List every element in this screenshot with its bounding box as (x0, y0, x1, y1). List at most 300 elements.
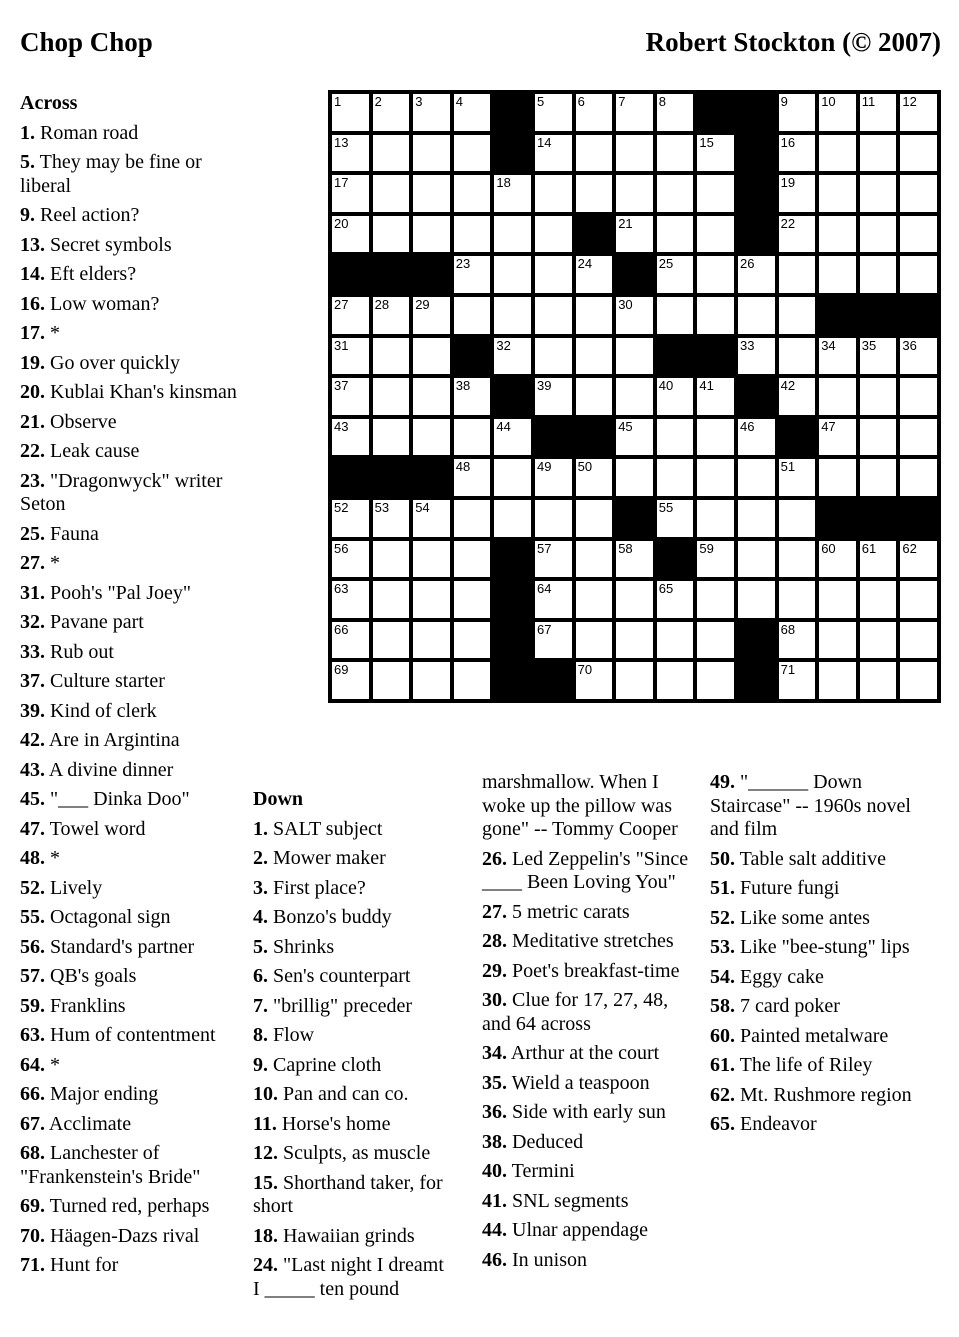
grid-cell[interactable] (779, 378, 816, 415)
clue (20, 411, 248, 435)
clue (482, 1072, 692, 1096)
grid-cell[interactable] (454, 581, 491, 618)
grid-cell[interactable] (535, 378, 572, 415)
grid-cell[interactable] (900, 622, 937, 659)
grid-cell[interactable] (819, 216, 856, 253)
clue-text: Like some antes (740, 906, 870, 929)
clue-number: 45. (20, 788, 45, 810)
grid-cell[interactable] (494, 216, 531, 253)
cell-number: 43 (334, 418, 349, 434)
clue-text: Hunt for (50, 1254, 119, 1276)
grid-cell[interactable] (616, 338, 653, 375)
cell-number: 24 (577, 256, 593, 272)
grid-cell[interactable] (900, 175, 937, 212)
grid-cell[interactable] (494, 297, 531, 334)
clue-text: Eft elders? (50, 263, 137, 285)
cell-number: 62 (902, 540, 917, 556)
cell-number: 13 (334, 134, 349, 150)
clue (710, 877, 943, 901)
grid-cell[interactable] (738, 297, 775, 334)
grid-cell[interactable] (332, 622, 369, 659)
grid-cell[interactable] (779, 541, 816, 578)
clue-number: 22. (20, 440, 45, 462)
grid-cell[interactable] (657, 378, 694, 415)
grid-cell[interactable] (819, 459, 856, 496)
cell-number: 25 (658, 256, 674, 272)
grid-cell[interactable] (494, 175, 531, 212)
grid-cell[interactable] (697, 500, 734, 537)
clue-text: "Dragonwyck" writer Seton (20, 469, 223, 515)
clue-number: 5. (20, 151, 35, 173)
clue-text: * (50, 1053, 60, 1076)
clue-number: 10. (253, 1083, 278, 1105)
grid-cell[interactable] (900, 419, 937, 456)
grid-cell[interactable] (697, 216, 734, 253)
grid-cell[interactable] (616, 297, 653, 334)
clue (20, 1054, 248, 1078)
grid-cell[interactable] (738, 256, 775, 293)
cell-number: 50 (577, 459, 593, 475)
cell-number: 37 (334, 378, 349, 394)
grid-cell[interactable] (819, 175, 856, 212)
grid-cell[interactable] (332, 216, 369, 253)
black-cell (738, 662, 775, 699)
down-clues-column-1 (253, 788, 454, 1307)
grid-cell[interactable] (860, 419, 897, 456)
clue (253, 1083, 454, 1107)
grid-cell[interactable] (332, 135, 369, 172)
grid-cell[interactable] (738, 419, 775, 456)
grid-cell[interactable] (616, 662, 653, 699)
clue-number: 50. (710, 847, 735, 870)
grid-cell[interactable] (900, 135, 937, 172)
grid-cell[interactable] (373, 419, 410, 456)
cell-number: 19 (780, 175, 796, 191)
grid-cell[interactable] (373, 175, 410, 212)
clue-number: 56. (20, 935, 45, 958)
clue (20, 1024, 248, 1048)
grid-cell[interactable] (535, 338, 572, 375)
grid-cell[interactable] (454, 256, 491, 293)
cell-number: 32 (496, 337, 511, 353)
grid-cell[interactable] (819, 94, 856, 131)
clue-text: Acclimate (48, 1112, 132, 1135)
grid-cell[interactable] (332, 175, 369, 212)
grid-cell[interactable] (860, 338, 897, 375)
clue (20, 1142, 248, 1189)
grid-cell[interactable] (900, 256, 937, 293)
cell-number: 8 (658, 94, 667, 109)
grid-cell[interactable] (738, 500, 775, 537)
clue (482, 1131, 692, 1155)
grid-cell[interactable] (373, 94, 410, 131)
grid-cell[interactable] (616, 378, 653, 415)
grid-cell[interactable] (413, 135, 450, 172)
black-cell (900, 500, 937, 537)
grid-cell[interactable] (535, 622, 572, 659)
grid-cell[interactable] (576, 541, 613, 578)
grid-cell[interactable] (860, 256, 897, 293)
grid-cell[interactable] (576, 622, 613, 659)
grid-cell[interactable] (697, 581, 734, 618)
clue-text: Mt. Rushmore region (740, 1083, 912, 1106)
clue-text: First place? (273, 876, 366, 899)
grid-cell[interactable] (779, 662, 816, 699)
clue-text: Franklins (50, 994, 126, 1017)
grid-cell[interactable] (900, 378, 937, 415)
grid-cell[interactable] (535, 541, 572, 578)
grid-cell[interactable] (454, 135, 491, 172)
grid-cell[interactable] (576, 581, 613, 618)
grid-cell[interactable] (454, 297, 491, 334)
grid-cell[interactable] (373, 135, 410, 172)
clue-text: Pan and can co. (283, 1083, 409, 1105)
grid-cell[interactable] (535, 256, 572, 293)
grid-cell[interactable] (616, 581, 653, 618)
grid-cell[interactable] (657, 256, 694, 293)
clue-number: 2. (253, 847, 268, 869)
grid-cell[interactable] (494, 459, 531, 496)
cell-number: 33 (739, 337, 755, 353)
grid-cell[interactable] (657, 662, 694, 699)
grid-cell[interactable] (576, 297, 613, 334)
clue-list-heading: Down (253, 788, 304, 810)
grid-cell[interactable] (657, 459, 694, 496)
grid-cell[interactable] (819, 338, 856, 375)
clue (20, 552, 248, 576)
grid-cell[interactable] (779, 175, 816, 212)
grid-cell[interactable] (373, 581, 410, 618)
grid-cell[interactable] (413, 338, 450, 375)
grid-cell[interactable] (576, 94, 613, 131)
black-cell (616, 256, 653, 293)
grid-cell[interactable] (900, 338, 937, 375)
grid-cell[interactable] (413, 581, 450, 618)
grid-cell[interactable] (697, 622, 734, 659)
clue (20, 122, 248, 146)
grid-cell[interactable] (779, 216, 816, 253)
grid-cell[interactable] (779, 500, 816, 537)
black-cell (494, 378, 531, 415)
grid-cell[interactable] (373, 622, 410, 659)
grid-cell[interactable] (657, 216, 694, 253)
grid-cell[interactable] (373, 500, 410, 537)
grid-cell[interactable] (576, 378, 613, 415)
clue-number: 54. (710, 965, 735, 988)
clue-text: Eggy cake (740, 965, 824, 988)
grid-cell[interactable] (697, 662, 734, 699)
clue-number: 36. (482, 1101, 507, 1123)
clue-number: 20. (20, 381, 45, 403)
grid-cell[interactable] (454, 541, 491, 578)
grid-cell[interactable] (697, 297, 734, 334)
clue-text: Major ending (50, 1083, 159, 1105)
grid-cell[interactable] (332, 500, 369, 537)
grid-cell[interactable] (576, 175, 613, 212)
grid-cell[interactable] (413, 662, 450, 699)
cell-number: 42 (780, 378, 796, 394)
grid-cell[interactable] (860, 662, 897, 699)
clue-text: Flow (273, 1024, 315, 1046)
grid-cell[interactable] (779, 459, 816, 496)
clue (710, 936, 943, 960)
grid-cell[interactable] (413, 500, 450, 537)
clue-text: Future fungi (740, 877, 840, 899)
cell-number: 40 (658, 378, 674, 394)
grid-cell[interactable] (779, 622, 816, 659)
grid-cell[interactable] (535, 216, 572, 253)
clue-text: * (50, 847, 60, 869)
cell-number: 5 (536, 94, 545, 109)
clue-number: 40. (482, 1160, 507, 1182)
grid-cell[interactable] (900, 581, 937, 618)
grid-cell[interactable] (494, 256, 531, 293)
grid-cell[interactable] (697, 256, 734, 293)
grid-cell[interactable] (454, 622, 491, 659)
grid-cell[interactable] (332, 338, 369, 375)
grid-cell[interactable] (576, 338, 613, 375)
grid-cell[interactable] (535, 94, 572, 131)
grid-cell[interactable] (373, 378, 410, 415)
grid-cell[interactable] (860, 459, 897, 496)
grid-cell[interactable] (819, 622, 856, 659)
clue-text: Table salt additive (739, 847, 886, 870)
black-cell (738, 378, 775, 415)
clue-text: * (50, 322, 60, 344)
cell-number: 26 (739, 256, 755, 272)
grid-cell[interactable] (454, 419, 491, 456)
clue-number: 16. (20, 292, 45, 315)
clue-text: The life of Riley (739, 1054, 873, 1076)
cell-number: 49 (536, 459, 552, 475)
grid-cell[interactable] (332, 419, 369, 456)
cell-number: 3 (415, 94, 423, 109)
grid-cell[interactable] (576, 459, 613, 496)
grid-cell[interactable] (697, 175, 734, 212)
grid-cell[interactable] (657, 581, 694, 618)
clue-text: Painted metalware (740, 1024, 889, 1047)
grid-cell[interactable] (779, 297, 816, 334)
clue-number: 60. (710, 1024, 735, 1047)
grid-cell[interactable] (738, 581, 775, 618)
grid-cell[interactable] (494, 419, 531, 456)
grid-cell[interactable] (738, 541, 775, 578)
grid-cell[interactable] (860, 94, 897, 131)
black-cell (576, 216, 613, 253)
clue-text: Sculpts, as muscle (283, 1142, 431, 1164)
grid-cell[interactable] (779, 581, 816, 618)
grid-cell[interactable] (616, 541, 653, 578)
clue-text: Wield a teaspoon (511, 1071, 650, 1094)
grid-cell[interactable] (819, 662, 856, 699)
grid-cell[interactable] (494, 500, 531, 537)
grid-cell[interactable] (535, 297, 572, 334)
grid-cell[interactable] (413, 297, 450, 334)
grid-cell[interactable] (332, 378, 369, 415)
clue-number: 48. (20, 847, 45, 869)
cell-number: 52 (334, 499, 349, 515)
clue-number: 7. (253, 994, 268, 1017)
grid-cell[interactable] (535, 175, 572, 212)
grid-cell[interactable] (738, 459, 775, 496)
grid-cell[interactable] (779, 135, 816, 172)
cell-number: 71 (780, 662, 796, 678)
black-cell (332, 459, 369, 496)
clue-number: 61. (710, 1054, 735, 1076)
clue (253, 995, 454, 1019)
grid-cell[interactable] (657, 622, 694, 659)
clue (253, 1142, 454, 1166)
grid-cell[interactable] (332, 94, 369, 131)
grid-cell[interactable] (494, 338, 531, 375)
grid-cell[interactable] (657, 175, 694, 212)
grid-cell[interactable] (616, 419, 653, 456)
cell-number: 38 (455, 378, 471, 394)
grid-cell[interactable] (576, 662, 613, 699)
grid-cell[interactable] (576, 256, 613, 293)
grid-cell[interactable] (860, 378, 897, 415)
cell-number: 58 (618, 540, 633, 556)
black-cell (413, 459, 450, 496)
cell-number: 61 (861, 540, 877, 556)
grid-cell[interactable] (657, 419, 694, 456)
grid-cell[interactable] (454, 175, 491, 212)
grid-cell[interactable] (413, 216, 450, 253)
cell-number: 45 (618, 418, 633, 434)
grid-cell[interactable] (819, 256, 856, 293)
cell-number: 30 (618, 296, 633, 312)
grid-cell[interactable] (616, 94, 653, 131)
clue (253, 1113, 454, 1137)
clue (20, 352, 248, 376)
grid-cell[interactable] (454, 459, 491, 496)
clue (482, 989, 692, 1036)
grid-cell[interactable] (657, 94, 694, 131)
cell-number: 36 (902, 337, 917, 353)
grid-cell[interactable] (373, 216, 410, 253)
grid-cell[interactable] (332, 541, 369, 578)
grid-cell[interactable] (576, 500, 613, 537)
grid-cell[interactable] (779, 256, 816, 293)
grid-cell[interactable] (819, 419, 856, 456)
grid-cell[interactable] (535, 135, 572, 172)
grid-cell[interactable] (697, 135, 734, 172)
grid-cell[interactable] (657, 297, 694, 334)
cell-number: 12 (902, 94, 917, 109)
grid-cell[interactable] (657, 500, 694, 537)
grid-cell[interactable] (413, 541, 450, 578)
grid-cell[interactable] (697, 459, 734, 496)
grid-cell[interactable] (860, 622, 897, 659)
grid-cell[interactable] (900, 662, 937, 699)
clue (20, 151, 248, 198)
grid-cell[interactable] (373, 541, 410, 578)
clue-text: Hawaiian grinds (283, 1224, 415, 1247)
clue-number: 15. (253, 1171, 278, 1194)
clue (20, 470, 248, 517)
grid-cell[interactable] (454, 500, 491, 537)
grid-cell[interactable] (860, 135, 897, 172)
clue-number: 25. (20, 522, 45, 545)
grid-cell[interactable] (535, 459, 572, 496)
black-cell (860, 297, 897, 334)
grid-cell[interactable] (860, 175, 897, 212)
grid-cell[interactable] (697, 419, 734, 456)
grid-cell[interactable] (819, 378, 856, 415)
grid-cell[interactable] (373, 662, 410, 699)
clue-text: Mower maker (273, 847, 386, 869)
grid-cell[interactable] (697, 541, 734, 578)
clue-number: 11. (253, 1112, 277, 1135)
clue-number: 13. (20, 233, 45, 256)
grid-cell[interactable] (332, 297, 369, 334)
grid-cell[interactable] (616, 135, 653, 172)
cell-number: 20 (334, 215, 349, 231)
grid-cell[interactable] (373, 338, 410, 375)
grid-cell[interactable] (413, 419, 450, 456)
grid-cell[interactable] (576, 135, 613, 172)
grid-cell[interactable] (454, 216, 491, 253)
grid-cell[interactable] (413, 622, 450, 659)
grid-cell[interactable] (535, 500, 572, 537)
grid-cell[interactable] (738, 338, 775, 375)
grid-cell[interactable] (413, 378, 450, 415)
grid-cell[interactable] (413, 175, 450, 212)
grid-cell[interactable] (373, 297, 410, 334)
clue (482, 1219, 692, 1243)
grid-cell[interactable] (819, 135, 856, 172)
clue-text: SNL segments (512, 1189, 629, 1212)
grid-cell[interactable] (454, 94, 491, 131)
grid-cell[interactable] (860, 216, 897, 253)
clue-text: Shrinks (273, 935, 335, 958)
clue-number: 31. (20, 581, 45, 604)
clue-number: 18. (253, 1224, 278, 1247)
grid-cell[interactable] (819, 541, 856, 578)
clue-number: 34. (482, 1042, 507, 1064)
grid-cell[interactable] (616, 622, 653, 659)
grid-cell[interactable] (819, 581, 856, 618)
grid-cell[interactable] (900, 459, 937, 496)
grid-cell[interactable] (616, 459, 653, 496)
grid-cell[interactable] (697, 378, 734, 415)
grid-cell[interactable] (779, 338, 816, 375)
clue-text: Like "bee-stung" lips (740, 936, 910, 958)
grid-cell[interactable] (657, 135, 694, 172)
clue (253, 906, 454, 930)
grid-cell[interactable] (535, 581, 572, 618)
grid-cell[interactable] (860, 581, 897, 618)
clue-number: 4. (253, 906, 268, 928)
grid-cell[interactable] (900, 541, 937, 578)
grid-cell[interactable] (616, 175, 653, 212)
grid-cell[interactable] (860, 541, 897, 578)
grid-cell[interactable] (779, 94, 816, 131)
grid-cell[interactable] (332, 662, 369, 699)
cell-number: 7 (618, 94, 626, 109)
cell-number: 59 (699, 540, 714, 556)
grid-cell[interactable] (332, 581, 369, 618)
grid-cell[interactable] (900, 216, 937, 253)
grid-cell[interactable] (616, 216, 653, 253)
grid-cell[interactable] (900, 94, 937, 131)
clue (20, 322, 248, 346)
cell-number: 23 (455, 256, 471, 272)
grid-cell[interactable] (454, 662, 491, 699)
grid-cell[interactable] (454, 378, 491, 415)
grid-cell[interactable] (413, 94, 450, 131)
clue (253, 1054, 454, 1078)
